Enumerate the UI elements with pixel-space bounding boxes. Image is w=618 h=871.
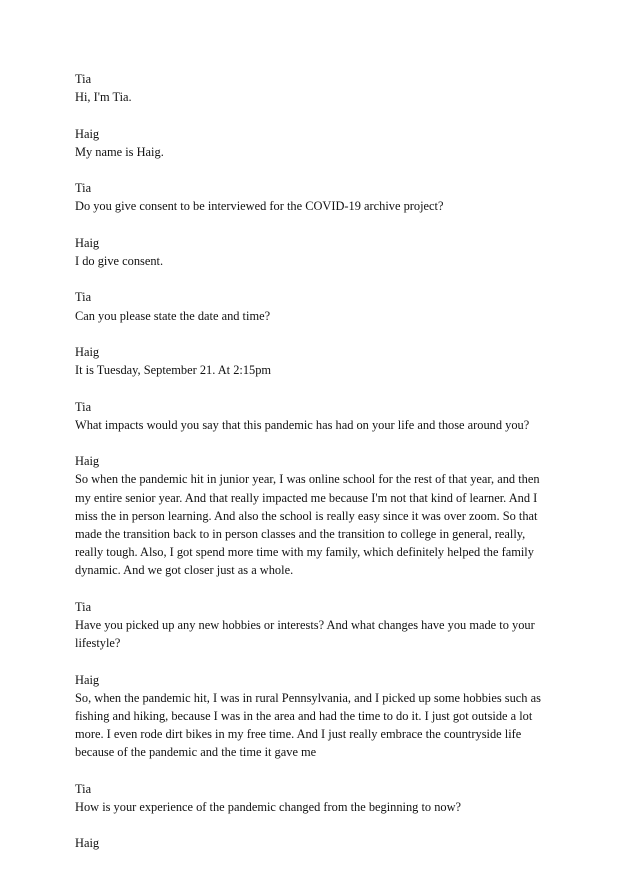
speech-text: Hi, I'm Tia.: [75, 90, 132, 105]
speaker-name: Tia: [75, 599, 92, 614]
speaker-name: Tia: [75, 72, 92, 86]
speech-text: Have you picked up any new hobbies or interests? And what changes have you made to your lifestyle?: [75, 617, 535, 651]
speaker-name: Haig: [75, 836, 100, 851]
speaker-name: Tia: [75, 399, 92, 414]
dialogue-turn: [75, 671, 545, 762]
speech-text: What impacts would you say that this pandemic has had on your life and those around you?: [75, 417, 530, 432]
speaker-name: Haig: [75, 344, 100, 359]
speech-text: It is Tuesday, September 21. At 2:15pm: [75, 363, 272, 378]
speaker-name: Tia: [75, 781, 92, 796]
speech-text: So when the pandemic hit in junior year, I was online school for the rest of that year, and then my entire senior year. And that really impacted me because I'm not that kind of learner. And I miss the in person learning. And also the school is really easy since it was over zoom. So that made the transition back to in person classes and the transition to college in general, really, really tough. Also, I got spend more time with my family, which definitely helped the family dynamic. And we got closer just as a whole.: [75, 472, 540, 578]
dialogue-turn: [75, 234, 545, 270]
speech-text: Do you give consent to be interviewed for the COVID-19 archive project?: [75, 199, 444, 214]
speech-text: How is your experience of the pandemic changed from the beginning to now?: [75, 799, 462, 814]
dialogue-turn: [75, 452, 545, 579]
dialogue-turn: [75, 834, 545, 852]
dialogue-turn: [75, 125, 545, 161]
speech-text: I do give consent.: [75, 253, 164, 268]
dialogue-turn: [75, 598, 545, 653]
dialogue-turn: [75, 343, 545, 379]
speaker-name: Tia: [75, 290, 92, 305]
interview-transcript: [75, 70, 545, 871]
dialogue-turn: [75, 398, 545, 434]
speaker-name: Haig: [75, 235, 100, 250]
speaker-name: Haig: [75, 126, 100, 141]
speaker-name: Tia: [75, 181, 92, 196]
speech-text: So, when the pandemic hit, I was in rural Pennsylvania, and I picked up some hobbies such as fishing and hiking, because I was in the area and had the time to do it. I just got outside a lot more. I even rode dirt bikes in my free time. And I just really embrace the countryside life because of the pandemic and the time it gave me: [75, 690, 541, 760]
dialogue-turn: [75, 288, 545, 324]
speaker-name: Haig: [75, 454, 100, 469]
dialogue-turn: [75, 179, 545, 215]
dialogue-turn: [75, 780, 545, 816]
speaker-name: Haig: [75, 672, 100, 687]
dialogue-turn: [75, 70, 545, 106]
speech-text: My name is Haig.: [75, 144, 164, 159]
speech-text: Can you please state the date and time?: [75, 308, 271, 323]
